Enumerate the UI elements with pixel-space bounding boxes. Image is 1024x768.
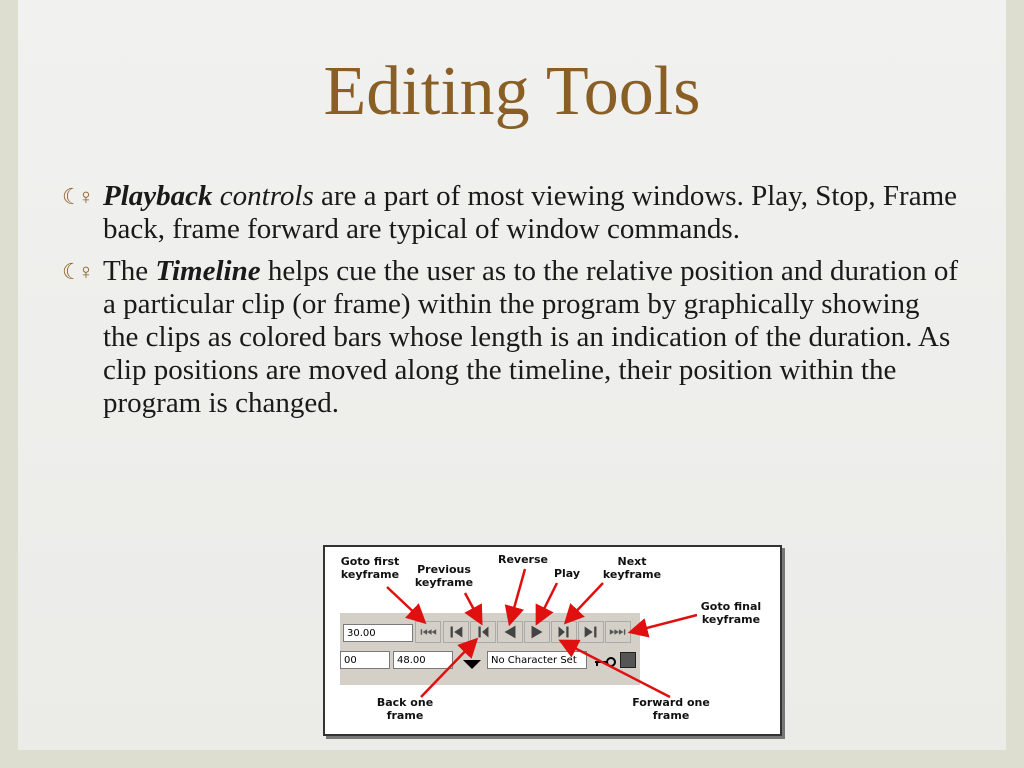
label-goto-first: Goto first keyframe <box>340 555 400 581</box>
charset-select[interactable]: No Character Set <box>487 651 587 669</box>
bullet-timeline <box>62 255 962 420</box>
playback-controls-figure <box>323 545 782 736</box>
slide <box>18 0 1006 750</box>
label-forward-one: Forward one frame <box>632 696 710 722</box>
bullet-list <box>62 180 962 429</box>
time-field[interactable]: 30.00 <box>343 624 413 642</box>
annotation-arrows <box>325 547 780 734</box>
label-back-one: Back one frame <box>376 696 434 722</box>
bullet-text: helps cue the user as to the relative position and duration of a particular clip (or frame) within the program by graphically showing the clips as colored bars whose length is an indication of the duration. As clip positions are moved along the timeline, their position within the program is changed. <box>103 255 959 419</box>
label-reverse: Reverse <box>498 553 548 566</box>
bullet-glyph-icon: ☾♀ <box>62 184 91 209</box>
label-next: Next keyframe <box>602 555 662 581</box>
term-timeline: Timeline <box>155 255 261 287</box>
bullet-playback <box>62 180 962 246</box>
bullet-text: are a part of most viewing windows. Play, Stop, Frame back, frame forward are typical of window commands. <box>103 180 958 245</box>
duration-field[interactable]: 48.00 <box>393 651 453 669</box>
time-field-2[interactable]: 00 <box>340 651 390 669</box>
slide-title: Editing Tools <box>323 53 701 130</box>
bullet-glyph-icon: ☾♀ <box>62 259 91 284</box>
bullet-prefix: The <box>103 255 149 287</box>
term-controls: controls <box>219 180 314 212</box>
term-playback: Playback <box>103 180 213 212</box>
label-previous: Previous keyframe <box>414 563 474 589</box>
label-play: Play <box>553 567 581 580</box>
label-goto-final: Goto final keyframe <box>700 600 762 626</box>
